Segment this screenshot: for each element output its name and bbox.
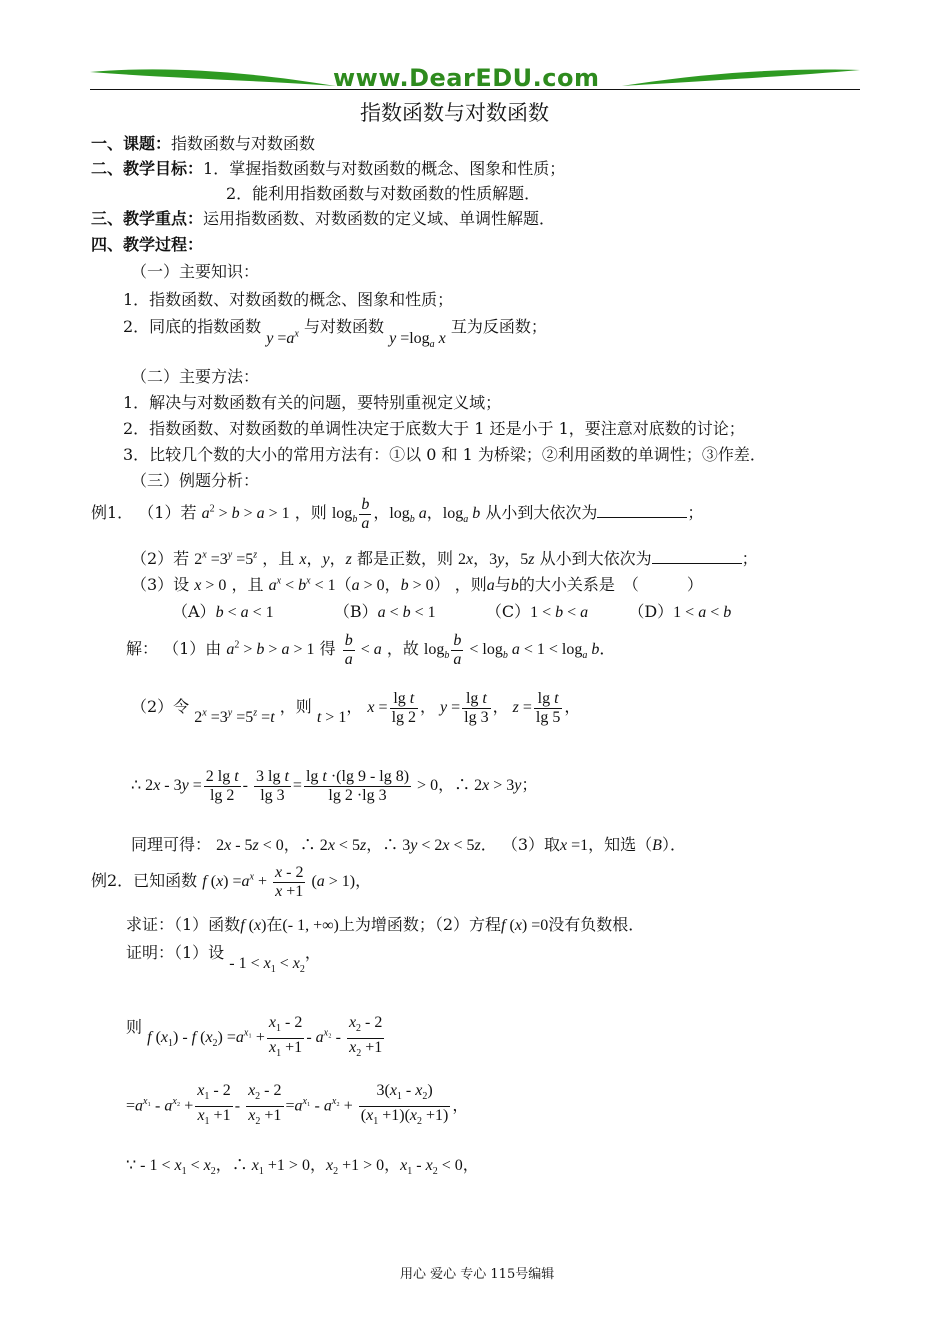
proof-difference: 则 f $(x_1)$ - f $(x_2) =a^{x_1}$ + $\frac{x_1 - 2}{x_1 +1}$ - $a^{x_2}$ - $\frac{x_2 - 2}{x_2 +1}$ — [126, 1014, 383, 1060]
text: ，则 — [454, 575, 487, 594]
example2-prove: 求证：（1）函数f (x)在(- 1, +∞)上为增函数；（2）方程f (x) =0没有负数根． — [126, 915, 645, 934]
goal-item: 2．能利用指数函数与对数函数的性质解题． — [226, 184, 541, 203]
text: 同理可得： — [131, 835, 212, 854]
option-label: （C） — [485, 602, 531, 621]
answer-blank[interactable] — [597, 503, 687, 518]
text: （2）若 — [131, 549, 190, 568]
text: ，且 — [262, 549, 295, 568]
formula-exp: $y =a^x$ — [266, 328, 299, 347]
method-item: 2．指数函数、对数函数的单调性决定于底数大于 1 还是小于 1，要注意对底数的讨论； — [123, 419, 745, 438]
formula: $a^2 > b > a > 1$ — [201, 503, 290, 523]
page-footer: 用心 爱心 专心 115号编辑 — [400, 1267, 555, 1282]
section-text: 指数函数与对数函数 — [171, 134, 316, 153]
text: 的大小关系是 （ ） — [518, 575, 703, 594]
solution-similar: 同理可得： 2x - 5z < 0，∴ 2x < 5z，∴ 3y < 2x < 5z． （3）取x =1，知选（B）． — [131, 835, 686, 854]
section-label: 二、教学目标： — [91, 159, 204, 178]
section-process: 四、教学过程： — [91, 235, 204, 254]
example1-options: （A）b < a < 1 （B）a < b < 1 （C）1 < b < a （D）1 < a < b — [172, 602, 732, 621]
formula: 2x - 5z < 0，∴ 2x < 5z，∴ 3y < 2x < 5z — [216, 837, 481, 854]
knowledge-heading: （一）主要知识： — [131, 262, 260, 281]
text: （3）设 — [131, 575, 190, 594]
text: （3）取 — [501, 835, 560, 854]
option-label: （D） — [628, 602, 674, 621]
examples-heading: （三）例题分析： — [131, 471, 260, 490]
text: 没有负数根． — [548, 915, 645, 934]
text: 与 — [494, 575, 511, 594]
formula-log: $y =\log_a$ x — [389, 330, 446, 351]
header-rule — [90, 89, 860, 90]
page-title: 指数函数与对数函数 — [360, 101, 549, 125]
left-leaf-decoration — [88, 66, 338, 90]
text: 求证：（1）函数 — [126, 915, 241, 934]
site-logo: www.DearEDU.com — [333, 64, 600, 92]
proof-start: 证明：（1）设 - $1 < x_1 < x_2$， — [126, 943, 321, 976]
methods-heading: （二）主要方法： — [131, 367, 260, 386]
text: （2）令 — [131, 697, 190, 717]
right-leaf-decoration — [620, 66, 862, 90]
text: ，则 — [279, 697, 312, 717]
text: 证明：（1）设 — [126, 943, 225, 962]
formula: $2^x =3^y =5^z$ — [194, 549, 258, 568]
option-label: （A） — [172, 602, 216, 621]
text: ，知选（ — [588, 835, 653, 854]
formula: 2x，3y，5z — [458, 551, 535, 568]
text: ，故 — [386, 639, 419, 659]
text: 解： — [126, 639, 159, 659]
formula: x = $\frac{\text{lg t}}{\lg 2}$ ， y = $\frac{\text{lg t}}{\lg 3}$ ， z = $\frac{\text{lg t}}{\lg 5}$ ， — [367, 690, 581, 726]
formula: $\log_b$ $\frac{b}{a}$ < $\log_b a < 1 < \log_a b$ — [423, 632, 600, 668]
formula: $a^2 > b > a > 1$ — [226, 639, 315, 659]
option-label: （B） — [333, 602, 378, 621]
section-label: 一、课题： — [91, 134, 172, 153]
text: 互为反函数； — [450, 317, 547, 336]
method-item: 3．比较几个数的大小的常用方法有：①以 0 和 1 为桥梁；②利用函数的单调性；③作差． — [123, 445, 766, 464]
section-focus — [91, 206, 555, 229]
formula: $a^x < b^x < 1$ — [268, 575, 336, 594]
text: 得 — [319, 639, 336, 659]
example-label: 例1． — [91, 503, 134, 523]
text: 在 — [266, 915, 283, 934]
proof-conditions: ∵ - $1 < x_1 < x_2$，∴ $x_1 +1 > 0$，$x_2 +1 > 0$，$x_1 - x_2 < 0$， — [126, 1157, 479, 1178]
text: 上为增函数；（2）方程 — [338, 915, 502, 934]
text: ，则 — [294, 503, 327, 523]
text: 都是正数，则 — [356, 549, 453, 568]
knowledge-item: 1．指数函数、对数函数的概念、图象和性质； — [123, 290, 454, 309]
formula: $\frac{b}{a}$ < a — [344, 632, 382, 668]
text: （1）由 — [163, 639, 222, 659]
text: ，且 — [231, 575, 264, 594]
text: ）． — [661, 835, 686, 854]
text: （1）若 — [138, 503, 197, 523]
formula: f $(x) =a^x$ + $\frac{x - 2}{x +1}$ (a > 1) — [202, 864, 356, 900]
knowledge-item-inverse — [123, 314, 547, 351]
section-text: 运用指数函数、对数函数的定义域、单调性解题． — [203, 209, 556, 228]
section-label: 三、教学重点： — [91, 209, 204, 228]
solution-part1: 解： （1）由 $a^2 > b > a > 1$ 得 $\frac{b}{a}$ < a ，故 $\log_b$ $\frac{b}{a}$ < $\log_b a < 1 < \log_a b$． — [126, 632, 616, 668]
example1-part3: （3）设 x > 0 ，且 $a^x < b^x < 1(a > 0$，b > 0） ，则a与b的大小关系是 （ ） — [131, 575, 703, 594]
text: 与对数函数 — [303, 317, 384, 336]
proof-simplify: $=a^{x_1} - a^{x_2}$ + $\frac{x_1 - 2}{x_1 +1}$ - $\frac{x_2 - 2}{x_2 +1}$ $=a^{x_1} - a^{x_2}$ + $\frac{3(x_1 - x_2)}{(x_1 +1)(x_2 +1)}$ ， — [126, 1082, 469, 1128]
example1-part2: （2）若 $2^x =3^y =5^z$ ，且 x，y，z 都是正数，则 2x，3y，5z 从小到大依次为 ； — [131, 549, 758, 568]
formula: $2^x =3^y =5^z =t$ — [194, 707, 275, 727]
answer-blank[interactable] — [652, 549, 742, 564]
text: 2．同底的指数函数 — [123, 317, 262, 336]
text: 例2．已知函数 — [91, 871, 198, 891]
formula: $\log_b$ $\frac{b}{a}$ ，$\log_b a$，$\log_a b$ — [331, 496, 481, 532]
section-topic — [91, 131, 315, 154]
solution-part2: （2）令 $2^x =3^y =5^z =t$ ，则 t > 1， x = $\frac{\text{lg t}}{\lg 2}$ ， y = $\frac{\text{lg t}}{\lg 3}$ ， z = $\frac{\text{lg t}}{\lg 5}$ ， — [131, 690, 581, 727]
goal-item: 1．掌握指数函数与对数函数的概念、图象和性质； — [203, 159, 566, 178]
formula: x — [299, 551, 307, 568]
example2: 例2．已知函数 f $(x) =a^x$ + $\frac{x - 2}{x +1}$ (a > 1)， — [91, 864, 372, 900]
section-goals — [91, 156, 565, 179]
text: 从小到大依次为 — [485, 503, 598, 523]
formula: x > 0 — [194, 577, 227, 594]
text: 从小到大依次为 — [539, 549, 652, 568]
example1-part1: 例1． （1）若 $a^2 > b > a > 1$ ，则 $\log_b$ $\frac{b}{a}$ ，$\log_b a$，$\log_a b$ 从小到大依次为 ； — [91, 496, 704, 532]
text: 则 — [126, 1017, 143, 1037]
solution-inequality: ∴ 2x - 3y = $\frac{\text{2 lg t}}{\lg 2}$ - $\frac{\text{3 lg t}}{\lg 3}$ = $\frac{\text{lg t ·(lg 9 - lg 8)}}{\lg 2 \cdot\lg 3}$ > 0，∴ 2x > 3y； — [131, 768, 538, 804]
method-item: 1．解决与对数函数有关的问题，要特别重视定义域； — [123, 393, 502, 412]
